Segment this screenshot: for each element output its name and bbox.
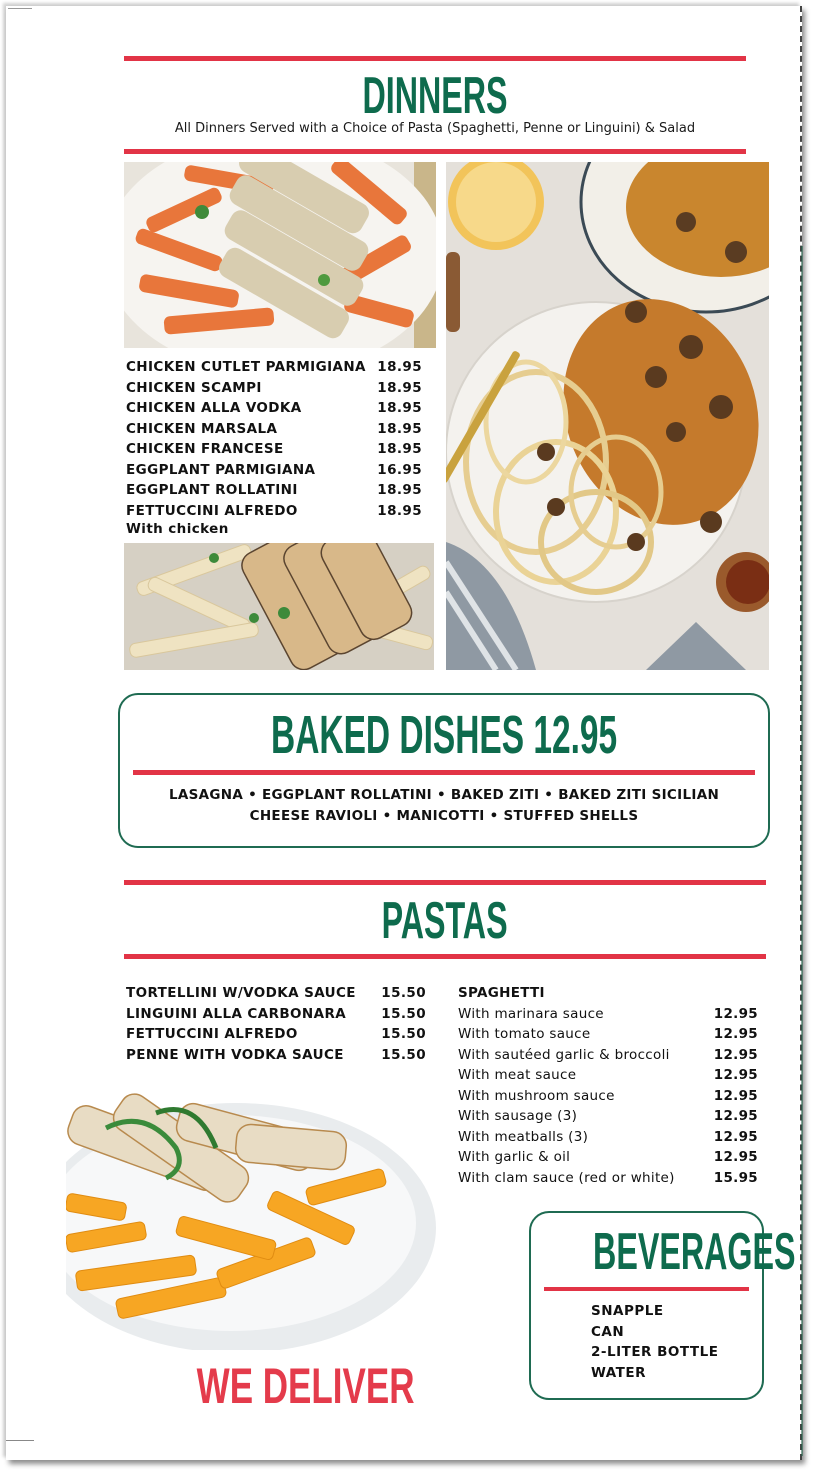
pastas-list — [126, 983, 426, 1065]
item-price: 15.50 — [381, 1005, 426, 1022]
dinners-title: DINNERS — [362, 67, 508, 125]
item-price: 12.95 — [713, 1087, 758, 1104]
item-name: CHICKEN MARSALA — [126, 420, 278, 437]
dinners-bottom-rule — [124, 149, 746, 154]
item-name: With meatballs (3) — [458, 1128, 589, 1145]
item-name: FETTUCCINI ALFREDO — [126, 502, 298, 519]
menu-item — [458, 1086, 758, 1107]
menu-item — [126, 1004, 426, 1025]
crop-mark-top — [8, 8, 32, 9]
item-price: 12.95 — [713, 1046, 758, 1063]
menu-item — [126, 501, 422, 522]
item-name: CHICKEN ALLA VODKA — [126, 400, 302, 416]
beverages-list — [591, 1301, 718, 1383]
baked-dishes-line-2: CHEESE RAVIOLI • MANICOTTI • STUFFED SHELLS — [249, 808, 639, 824]
menu-item — [458, 1106, 758, 1127]
menu-item — [126, 378, 422, 399]
item-price: 18.95 — [377, 441, 422, 457]
menu-item — [126, 357, 422, 378]
item-name: CHICKEN FRANCESE — [126, 441, 284, 457]
item-name: TORTELLINI W/VODKA SAUCE — [126, 985, 356, 1001]
item-price: 18.95 — [377, 420, 422, 437]
item-price: 12.95 — [713, 1026, 758, 1042]
penne-chicken-plate-photo — [66, 1088, 446, 1350]
item-price: 12.95 — [713, 1149, 758, 1165]
menu-item — [126, 1024, 426, 1045]
item-price: 18.95 — [377, 359, 422, 375]
item-name: FETTUCCINI ALFREDO — [126, 1026, 298, 1042]
item-name: EGGPLANT ROLLATINI — [126, 482, 298, 498]
beverages-rule — [544, 1287, 749, 1291]
item-price: 12.95 — [713, 1128, 758, 1145]
crop-mark-bottom — [6, 1440, 34, 1441]
item-name: CHICKEN CUTLET PARMIGIANA — [126, 359, 366, 375]
item-name: With clam sauce (red or white) — [458, 1169, 675, 1186]
baked-dishes-box — [118, 693, 770, 848]
menu-item — [458, 1004, 758, 1025]
item-name: PENNE WITH VODKA SAUCE — [126, 1046, 344, 1063]
item-name: With mushroom sauce — [458, 1087, 615, 1104]
fettuccini-alfredo-chicken-photo — [124, 543, 434, 670]
menu-item — [126, 1045, 426, 1066]
item-price: 12.95 — [713, 1067, 758, 1083]
menu-item — [126, 439, 422, 460]
baked-dishes-line-1: LASAGNA • EGGPLANT ROLLATINI • BAKED ZITI • BAKED ZITI SICILIAN — [168, 787, 720, 803]
item-price: 15.95 — [713, 1169, 758, 1186]
baked-dishes-rule — [133, 770, 755, 775]
beverages-title: BEVERAGES — [593, 1223, 796, 1281]
menu-item — [126, 983, 426, 1004]
beverage-item: SNAPPLE — [591, 1303, 664, 1319]
item-price: 18.95 — [377, 400, 422, 416]
item-price: 18.95 — [377, 502, 422, 519]
penne-vodka-chicken-photo — [124, 162, 436, 348]
menu-item — [126, 460, 422, 481]
item-price: 16.95 — [377, 461, 422, 478]
item-note: With chicken — [126, 521, 229, 537]
pastas-top-rule — [124, 880, 766, 885]
item-name: With marinara sauce — [458, 1005, 604, 1022]
item-name: With sausage (3) — [458, 1108, 578, 1124]
item-price: 12.95 — [713, 1005, 758, 1022]
item-price: 15.50 — [381, 1046, 426, 1063]
menu-item — [458, 1168, 758, 1189]
menu-item — [126, 419, 422, 440]
baked-dishes-items — [120, 785, 768, 827]
item-name: EGGPLANT PARMIGIANA — [126, 461, 316, 478]
beverage-item: WATER — [591, 1364, 647, 1381]
baked-dishes-title: BAKED DISHES 12.95 — [270, 705, 618, 765]
item-price: 15.50 — [381, 1026, 426, 1042]
item-name: CHICKEN SCAMPI — [126, 379, 262, 396]
beverage-item: 2-LITER BOTTLE — [591, 1344, 719, 1360]
menu-item — [126, 480, 422, 501]
beverage-item: CAN — [591, 1323, 625, 1340]
item-name: With sautéed garlic & broccoli — [458, 1046, 670, 1063]
dinners-list — [126, 357, 422, 537]
menu-item — [458, 1127, 758, 1148]
page-edge-green — [801, 246, 803, 1456]
menu-item — [458, 1045, 758, 1066]
menu-item — [458, 1065, 758, 1086]
menu-item — [126, 398, 422, 419]
spaghetti-list — [458, 983, 758, 1188]
item-name: LINGUINI ALLA CARBONARA — [126, 1005, 347, 1022]
menu-item — [458, 1024, 758, 1045]
we-deliver-banner: WE DELIVER — [196, 1358, 415, 1414]
item-name: With garlic & oil — [458, 1149, 571, 1165]
dinners-subtitle: All Dinners Served with a Choice of Pasta (Spaghetti, Penne or Linguini) & Salad — [174, 121, 696, 136]
menu-item — [458, 1147, 758, 1168]
item-name: With meat sauce — [458, 1067, 577, 1083]
item-name: With tomato sauce — [458, 1026, 591, 1042]
item-price: 18.95 — [377, 482, 422, 498]
chicken-marsala-linguini-photo — [446, 162, 769, 670]
pastas-title: PASTAS — [381, 892, 508, 950]
beverages-box — [529, 1211, 796, 1400]
spaghetti-heading: SPAGHETTI — [458, 985, 545, 1001]
dinners-top-rule — [124, 56, 746, 61]
item-price: 12.95 — [713, 1108, 758, 1124]
item-price: 15.50 — [381, 985, 426, 1001]
pastas-bottom-rule — [124, 954, 766, 959]
item-price: 18.95 — [377, 379, 422, 396]
